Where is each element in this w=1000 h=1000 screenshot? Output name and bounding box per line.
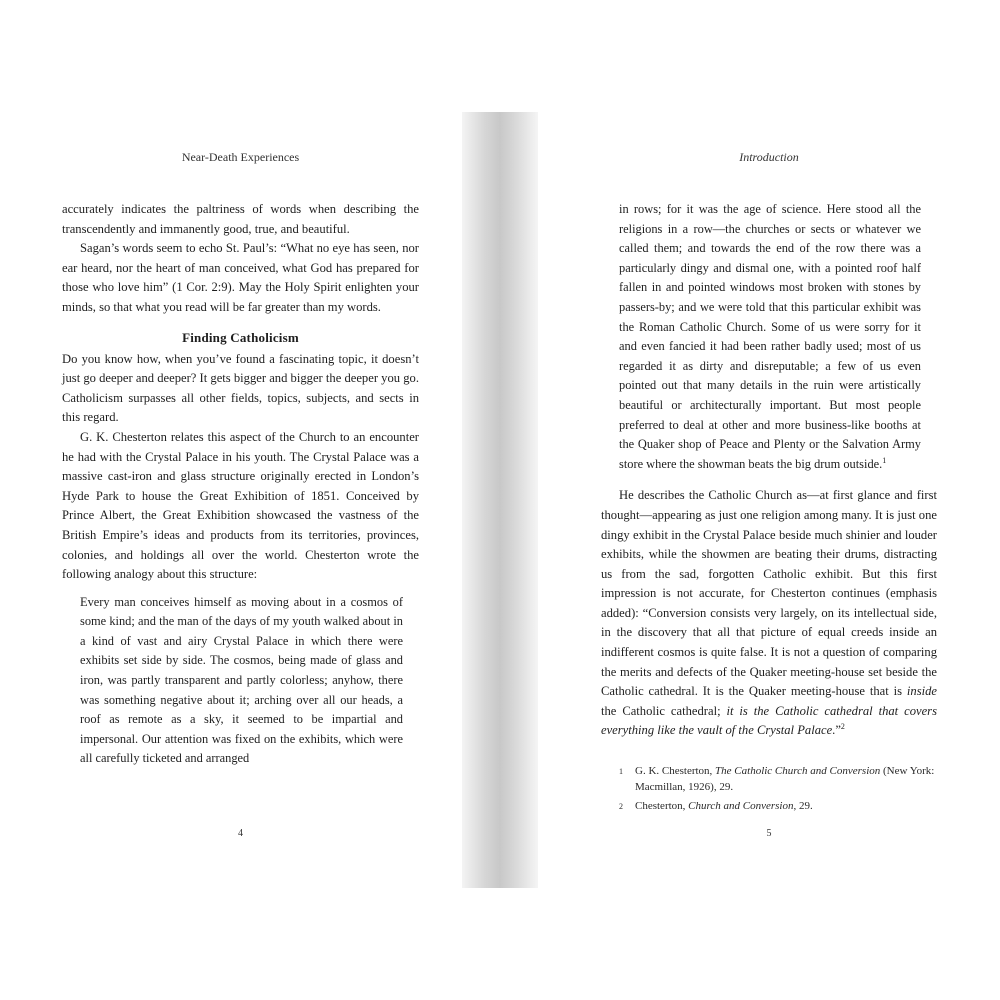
section-heading: Finding Catholicism — [182, 329, 299, 345]
emphasis-cathedral: it is the Catholic cathedral that covers everything like the vault of the Crystal Palace — [601, 703, 937, 738]
footnote-publication: , 29. — [793, 800, 813, 813]
footnote-title: The Catholic Church and Conversion — [715, 765, 881, 778]
footnote-ref-1: 1 — [882, 455, 887, 465]
right-block-quote — [601, 200, 937, 474]
left-paragraph-3: Do you know how, when you’ve found a fascinating topic, it doesn’t just go deeper and deeper? It gets bigger and bigger the deeper you go. Catholicism surpasses all other fields, topics, subjects, and sects in this regard. — [62, 351, 419, 425]
book-gutter — [462, 112, 538, 888]
left-paragraph-2: Sagan’s words seem to echo St. Paul’s: “What no eye has seen, nor ear heard, nor the heart of man conceived, what God has prepared for those who love him” (1 Cor. 2:9). May the Holy Spirit enlighten your minds, so that what you read will be far greater than my words. — [62, 241, 419, 314]
footnote-number: 2 — [619, 802, 623, 812]
right-paragraph-1-text: He describes the Catholic Church as—at first glance and first thought—appearing as just one religion among many. It is just one dingy exhibit in the Crystal Palace beside much shinier and louder exhibits, while the showmen are beating their drums, distracting us from the sad, forgotten Catholic exhibit. But this first impression is not accurate, for Chesterton continues (emphasis added): “Conversion consists very largely, on its intellectual side, in the discovery that all that picture of equal creeds inside an indifferent cosmos is quite false. It is not a question of comparing the merits and defects of the Quaker meeting-house set beside the Catholic cathedral. It is the Quaker meeting-house that is — [601, 488, 937, 699]
right-page-body — [601, 200, 937, 815]
left-paragraph-4: G. K. Chesterton relates this aspect of the Church to an encounter he had with the Crystal Palace in his youth. The Crystal Palace was a massive cast-iron and glass structure originally erected in London’s Hyde Park to house the Great Exhibition of 1851. Conceived by Prince Albert, the Great Exhibition showcased the vastness of the British Empire’s ideas and products from its territories, provinces, colonies, and holdings all over the world. Chesterton wrote the following analogy about this structure: — [62, 429, 419, 582]
right-block-quote-paragraph — [619, 200, 921, 474]
footnote-ref-2: 2 — [840, 722, 845, 732]
right-paragraph-1 — [601, 486, 937, 741]
right-paragraph-1-mid: the Catholic cathedral; — [601, 703, 727, 718]
footnote-author: G. K. Chesterton, — [635, 765, 716, 778]
footnote-text — [635, 763, 937, 795]
footnote-text — [635, 798, 937, 815]
right-paragraph-1-end: .” — [832, 723, 841, 738]
footnote-2 — [619, 798, 937, 815]
right-running-head: Introduction — [739, 150, 799, 164]
footnote-number: 1 — [619, 767, 623, 777]
footnote-publication: (New York: Macmillan, 1926), 29. — [635, 765, 935, 794]
left-page-body — [62, 200, 419, 769]
footnote-1 — [619, 763, 937, 795]
right-block-quote-text: in rows; for it was the age of science. Here stood all the religions in a row—the churches or sects or whatever we called them; and towards the end of the row there was a particularly dingy and dismal one, with a pointed roof half fallen in and pointed windows most broken with stones by passers-by; and we were told that this particular exhibit was the Roman Catholic Church. Some of us were sorry for it and even fancied it had been rather badly used; most of us regarded it as dirty and disreputable; a few of us even pointed out that many details in the ruin were artistically beautiful or architecturally important. But most people preferred to deal at other and more business-like booths at the Quaker shop of Peace and Plenty or the Salvation Army store where the showman beats the big drum outside. — [619, 202, 921, 471]
right-page-number: 5 — [766, 828, 772, 839]
footnotes — [601, 763, 937, 815]
footnote-author: Chesterton, — [635, 800, 689, 813]
left-running-head: Near-Death Experiences — [181, 150, 300, 164]
emphasis-inside: inside — [906, 684, 937, 699]
left-block-quote — [62, 593, 419, 769]
left-page-number: 4 — [238, 828, 243, 839]
left-paragraph-1: accurately indicates the paltriness of words when describing the transcendently and immanently good, true, and beautiful. — [62, 202, 419, 236]
left-block-quote-text: Every man conceives himself as moving about in a cosmos of some kind; and the man of the days of my youth walked about in a kind of vast and airy Crystal Palace in which there were exhibits set side by side. The cosmos, being made of glass and iron, was partly transparent and partly colorless; anyhow, there was something negative about it; arching over all our heads, a roof as remote as a sky, it seemed to be impartial and impersonal. Our attention was fixed on the exhibits, which were all carefully ticketed and arranged — [80, 594, 403, 766]
footnote-title: Church and Conversion — [688, 800, 794, 813]
